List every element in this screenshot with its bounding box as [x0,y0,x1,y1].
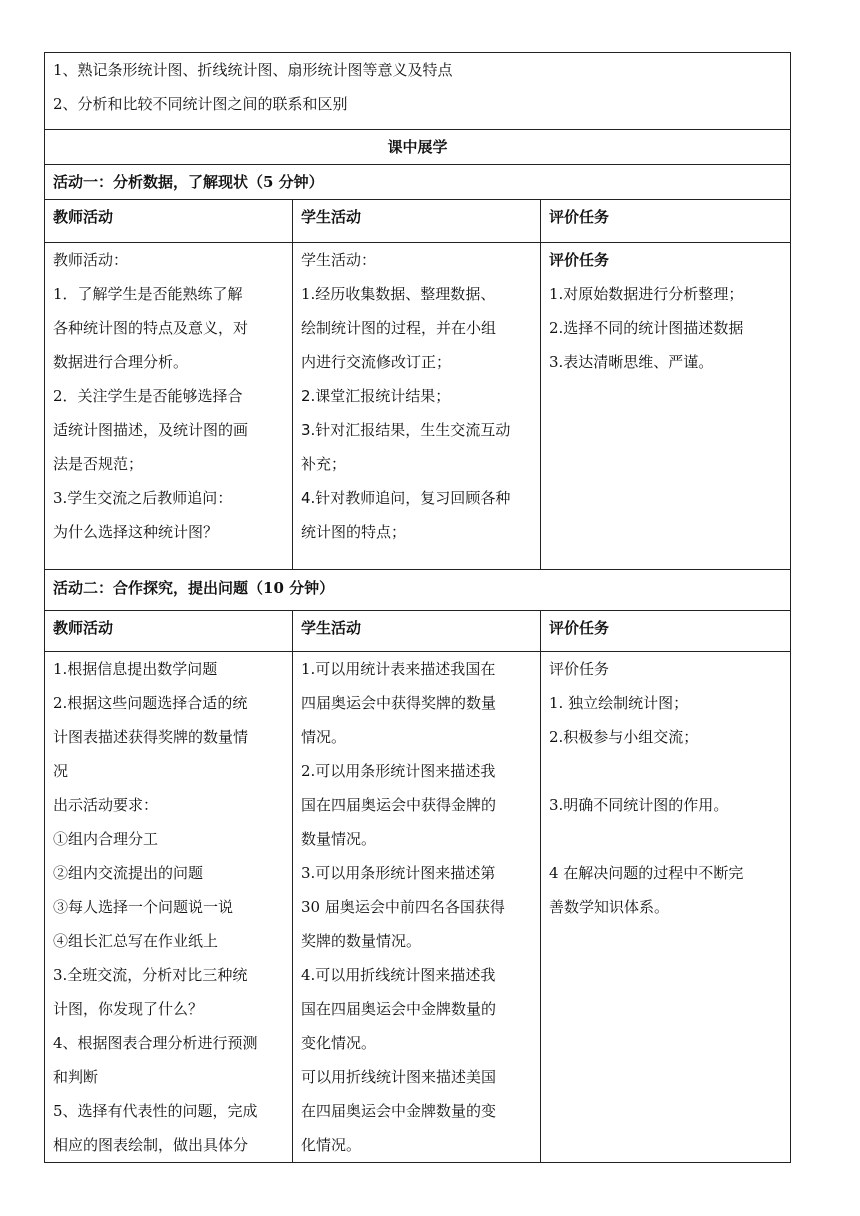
teacher-line: 计图表描述获得奖牌的数量情 [53,728,249,746]
teacher-line: 1.根据信息提出数学问题 [53,660,218,678]
teacher-line: 况 [53,762,69,780]
student-line: 统计图的特点； [301,523,407,541]
teacher-line: 3.全班交流，分析对比三种统 [53,966,248,984]
student-line: 3.可以用条形统计图来描述第 [301,864,496,882]
student-line: 化情况。 [301,1136,362,1154]
eval-line: 1. 独立绘制统计图； [549,694,689,712]
objectives-row [45,53,791,130]
teacher-line: 教师活动： [53,251,129,269]
student-line: 4.针对教师追问，复习回顾各种 [301,489,511,507]
section-title: 课中展学 [45,130,791,165]
student-line: 国在四届奥运会中金牌数量的 [301,1000,497,1018]
activity2-teacher-cell [45,652,293,1163]
activity2-student-cell [293,652,541,1163]
activity2-content-row [45,652,791,1163]
student-line: 2.课堂汇报统计结果； [301,387,451,405]
teacher-line: 4、根据图表合理分析进行预测 [53,1034,258,1052]
activity2-eval-cell [541,652,791,1163]
activity1-title-row [45,165,791,200]
teacher-line: ②组内交流提出的问题 [53,864,204,882]
activity2-title-row [45,570,791,611]
activity1-header-teacher: 教师活动 [45,200,293,243]
eval-heading: 评价任务 [549,660,610,678]
teacher-line: 和判断 [53,1068,99,1086]
eval-line: 4 在解决问题的过程中不断完 [549,864,744,882]
eval-line: 3.表达清晰思维、严谨。 [549,353,714,371]
objectives-cell [45,53,791,130]
student-line: 奖牌的数量情况。 [301,932,422,950]
student-line: 2.可以用条形统计图来描述我 [301,762,496,780]
activity2-header-eval: 评价任务 [541,611,791,652]
teacher-line: ④组长汇总写在作业纸上 [53,932,219,950]
teacher-line: 为什么选择这种统计图？ [53,523,219,541]
activity1-content-row [45,243,791,570]
student-line: 补充； [301,455,347,473]
teacher-line: 计图，你发现了什么？ [53,1000,204,1018]
activity1-eval-cell [541,243,791,570]
activity1-title: 活动一：分析数据，了解现状（5 分钟） [45,165,791,200]
objective-item: 2、分析和比较不同统计图之间的联系和区别 [53,95,348,113]
student-line: 1.可以用统计表来描述我国在 [301,660,496,678]
student-line: 情况。 [301,728,347,746]
activity2-header-student: 学生活动 [293,611,541,652]
student-line: 学生活动： [301,251,377,269]
teacher-line: 1．了解学生是否能熟练了解 [53,285,243,303]
student-line: 四届奥运会中获得奖牌的数量 [301,694,497,712]
lesson-plan-table [44,52,791,1163]
eval-line: 2.选择不同的统计图描述数据 [549,319,744,337]
student-line: 数量情况。 [301,830,377,848]
student-line: 内进行交流修改订正； [301,353,452,371]
eval-line: 善数学知识体系。 [549,898,670,916]
teacher-line: 出示活动要求： [53,796,159,814]
teacher-line: 2．关注学生是否能够选择合 [53,387,243,405]
teacher-line: ③每人选择一个问题说一说 [53,898,234,916]
activity1-teacher-cell [45,243,293,570]
activity2-title: 活动二：合作探究，提出问题（10 分钟） [45,570,791,611]
student-line: 可以用折线统计图来描述美国 [301,1068,497,1086]
section-title-row [45,130,791,165]
teacher-line: 5、选择有代表性的问题，完成 [53,1102,258,1120]
activity2-header-teacher: 教师活动 [45,611,293,652]
activity1-header-eval: 评价任务 [541,200,791,243]
eval-heading: 评价任务 [549,251,610,269]
student-line: 国在四届奥运会中获得金牌的 [301,796,497,814]
activity1-student-cell [293,243,541,570]
eval-line: 1.对原始数据进行分析整理； [549,285,744,303]
activity2-header-row [45,611,791,652]
activity1-header-row [45,200,791,243]
teacher-line: ①组内合理分工 [53,830,159,848]
student-line: 变化情况。 [301,1034,377,1052]
teacher-line: 法是否规范； [53,455,144,473]
teacher-line: 相应的图表绘制，做出具体分 [53,1136,249,1154]
activity1-header-student: 学生活动 [293,200,541,243]
teacher-line: 数据进行合理分析。 [53,353,189,371]
teacher-line: 各种统计图的特点及意义，对 [53,319,249,337]
student-line: 在四届奥运会中金牌数量的变 [301,1102,497,1120]
student-line: 绘制统计图的过程，并在小组 [301,319,497,337]
student-line: 30 届奥运会中前四名各国获得 [301,898,505,916]
student-line: 3.针对汇报结果，生生交流互动 [301,421,511,439]
eval-spacer [549,754,782,788]
teacher-line: 2.根据这些问题选择合适的统 [53,694,248,712]
objective-item: 1、熟记条形统计图、折线统计图、扇形统计图等意义及特点 [53,61,453,79]
teacher-line: 适统计图描述，及统计图的画 [53,421,249,439]
student-line: 1.经历收集数据、整理数据、 [301,285,496,303]
student-line: 4.可以用折线统计图来描述我 [301,966,496,984]
eval-spacer [549,822,782,856]
eval-line: 2.积极参与小组交流； [549,728,699,746]
teacher-line: 3.学生交流之后教师追问： [53,489,233,507]
eval-line: 3.明确不同统计图的作用。 [549,796,729,814]
